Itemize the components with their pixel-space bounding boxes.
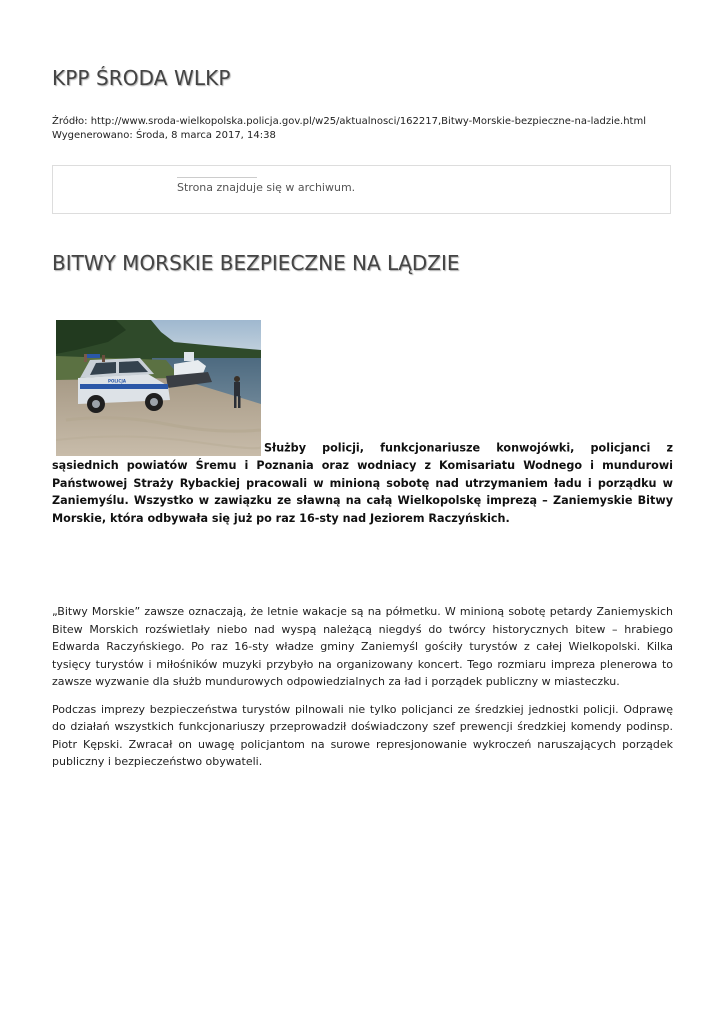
article-lead-text: Służby policji, funkcjonariusze konwojówki, policjanci z sąsiednich powiatów Śremu i Poznania oraz wodniacy z Komisariatu Wodnego i mundurowi Państwowej Straży Rybackiej pracowali w minioną sobotę nad utrzymaniem ładu i porządku w Zaniemyślu. Wszystko w zawiązku ze sławną na całą Wielkopolskę imprezą – Zaniemyskie Bitwy Morskie, która odbywała się już po raz 16-sty nad Jeziorem Raczyńskich. [52, 441, 673, 525]
article-lead [52, 320, 673, 527]
article-paragraph: Podczas imprezy bezpieczeństwa turystów pilnowali nie tylko policjanci ze średzkiej jednostki policji. Odprawę do działań wszystkich funkcjonariuszy przeprowadził doświadczony szef prewencji średzkiej komendy podinsp. Piotr Kępski. Zwracał on uwagę policjantom na surowe represjonowanie wykroczeń naruszających porządek publiczny i bezpieczeństwo obywateli. [52, 702, 673, 768]
source-url: Źródło: http://www.sroda-wielkopolska.policja.gov.pl/w25/aktualnosci/162217,Bitwy-Morskie-bezpieczne-na-ladzie.html [52, 116, 646, 127]
article-paragraph: „Bitwy Morskie” zawsze oznaczają, że letnie wakacje są na półmetku. W minioną sobotę petardy Zaniemyskich Bitew Morskich rozświetlały niebo nad wyspą należącą niegdyś do twórcy historycznych bitew – hrabiego Edwarda Raczyńskiego. Po raz 16-sty władze gminy Zaniemyśl gościły turystów z całej Wielkopolski. Kilka tysięcy turystów i miłośników muzyki przybyło na organizowany koncert. Tego rozmiaru impreza plenerowa to zawsze wyzwanie dla służb mundurowych odpowiedzialnych za ład i porządek publiczny w miasteczku. [52, 605, 673, 688]
article-photo [56, 320, 261, 456]
article-body [52, 603, 673, 781]
archive-notice [52, 165, 671, 214]
archive-divider [177, 177, 257, 178]
generated-date: Wygenerowano: Środa, 8 marca 2017, 14:38 [52, 130, 276, 141]
photo-car-label: POLICJA [108, 378, 126, 384]
archive-message: Strona znajduje się w archiwum. [177, 181, 356, 194]
site-title: KPP ŚRODA WLKP [52, 66, 231, 90]
document-meta [52, 115, 646, 143]
article-title: BITWY MORSKIE BEZPIECZNE NA LĄDZIE [52, 251, 460, 275]
